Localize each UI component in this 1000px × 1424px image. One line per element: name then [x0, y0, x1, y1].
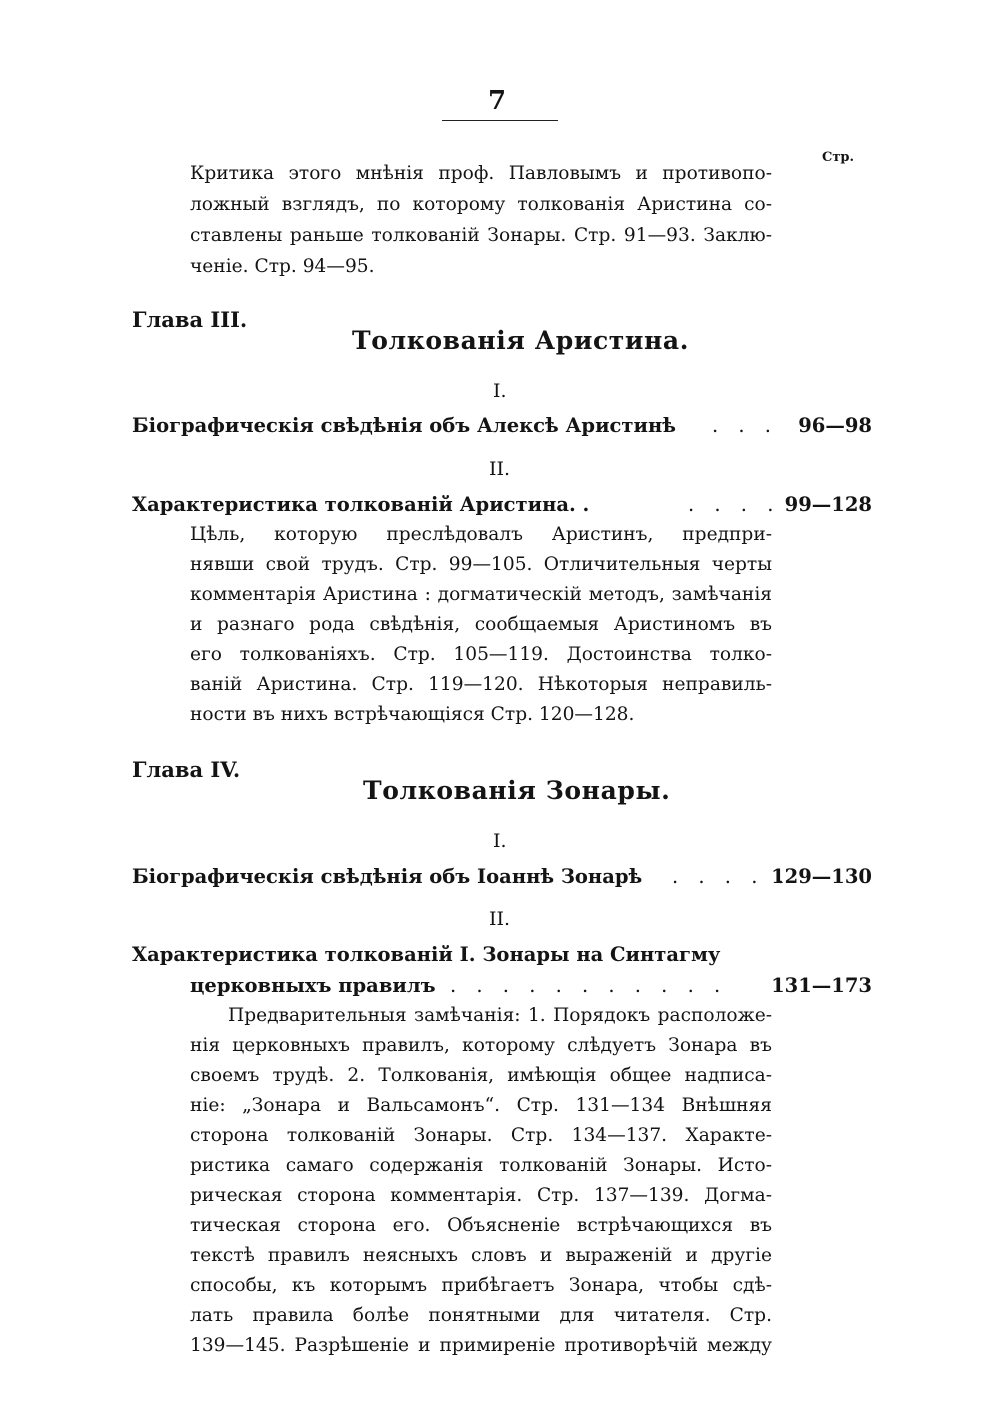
header-rule [442, 120, 558, 121]
page-column-header: Стр. [822, 150, 855, 165]
summary-line: ности въ нихъ встрѣчающіяся Стр. 120—128. [190, 704, 635, 725]
toc-entry-pages: 129—130 [771, 865, 872, 888]
summary-line: нія церковныхъ правилъ, которому слѣдуетъ Зонара въ [190, 1035, 772, 1056]
chapter-4-label: Глава IV. [132, 757, 241, 782]
intro-line: ченіе. Стр. 94—95. [190, 256, 375, 277]
toc-leader-dots: . . . . . . . . . . . [450, 974, 728, 997]
toc-leader-dots: . . . . . [672, 865, 791, 888]
toc-leader-dots: . . . [712, 414, 778, 437]
toc-entry-title: Характеристика толкованій Аристина. . [132, 493, 590, 516]
summary-line: сторона толкованій Зонары. Стр. 134—137. Характе- [190, 1125, 772, 1146]
chapter-3-label: Глава III. [132, 307, 248, 332]
intro-line: Критика этого мнѣнія проф. Павловымъ и противопо- [190, 163, 772, 184]
summary-line: ристика самаго содержанія толкованій Зонары. Исто- [190, 1155, 772, 1176]
toc-entry-title-line [132, 943, 872, 966]
summary-line: Цѣль, которую преслѣдовалъ Аристинъ, предпри- [190, 524, 772, 545]
toc-entry-pages: 96—98 [798, 414, 872, 437]
toc-leader-dots: . . . . [688, 493, 781, 516]
chapter-3-title: Толкованія Аристина. [352, 326, 690, 355]
toc-entry [132, 865, 872, 888]
chapter-3-part-2-numeral: II. [489, 458, 511, 480]
toc-entry-title-continued: церковныхъ правилъ [190, 974, 436, 997]
summary-line: способы, къ которымъ прибѣгаетъ Зонара, чтобы сдѣ- [190, 1275, 772, 1296]
intro-line: ложный взглядъ, по которому толкованія Аристина со- [190, 194, 772, 215]
toc-entry-pages: 99—128 [784, 493, 872, 516]
summary-line: 139—145. Разрѣшеніе и примиреніе противорѣчій между [190, 1335, 772, 1356]
toc-entry [132, 974, 872, 997]
summary-line: его толкованіяхъ. Стр. 105—119. Достоинства толко- [190, 644, 772, 665]
summary-line: Предварительныя замѣчанія: 1. Порядокъ расположе- [228, 1005, 772, 1026]
summary-line: ваній Аристина. Стр. 119—120. Нѣкоторыя неправиль- [190, 674, 772, 695]
summary-line: и разнаго рода свѣдѣнія, сообщаемыя Аристиномъ въ [190, 614, 772, 635]
toc-entry-pages: 131—173 [771, 974, 872, 997]
toc-entry [132, 414, 872, 437]
summary-line: нявши свой трудъ. Стр. 99—105. Отличительныя черты [190, 554, 772, 575]
page-number: 7 [488, 86, 507, 116]
toc-entry-title: Характеристика толкованій І. Зонары на Синтагму [132, 943, 721, 966]
summary-line: тическая сторона его. Объясненіе встрѣчающихся въ [190, 1215, 772, 1236]
summary-line: текстѣ правилъ неясныхъ словъ и выраженій и другіе [190, 1245, 772, 1266]
summary-line: своемъ трудѣ. 2. Толкованія, имѣющія общее надписа- [190, 1065, 772, 1086]
toc-entry-title: Біографическія свѣдѣнія объ Алексѣ Аристинѣ [132, 414, 676, 437]
toc-entry [132, 493, 872, 516]
toc-entry-title: Біографическія свѣдѣнія объ Іоаннѣ Зонарѣ [132, 865, 643, 888]
intro-line: ставлены раньше толкованій Зонары. Стр. 91—93. Заклю- [190, 225, 772, 246]
summary-line: комментарія Аристина : догматическій методъ, замѣчанія [190, 584, 772, 605]
chapter-4-part-1-numeral: I. [493, 830, 507, 852]
summary-line: рическая сторона комментарія. Стр. 137—139. Догма- [190, 1185, 772, 1206]
summary-line: ніе: „Зонара и Вальсамонъ“. Стр. 131—134 Внѣшняя [190, 1095, 772, 1116]
chapter-4-title: Толкованія Зонары. [363, 776, 671, 805]
chapter-3-part-1-numeral: I. [493, 380, 507, 402]
chapter-4-part-2-numeral: II. [489, 908, 511, 930]
summary-line: лать правила болѣе понятными для читателя. Стр. [190, 1305, 772, 1326]
